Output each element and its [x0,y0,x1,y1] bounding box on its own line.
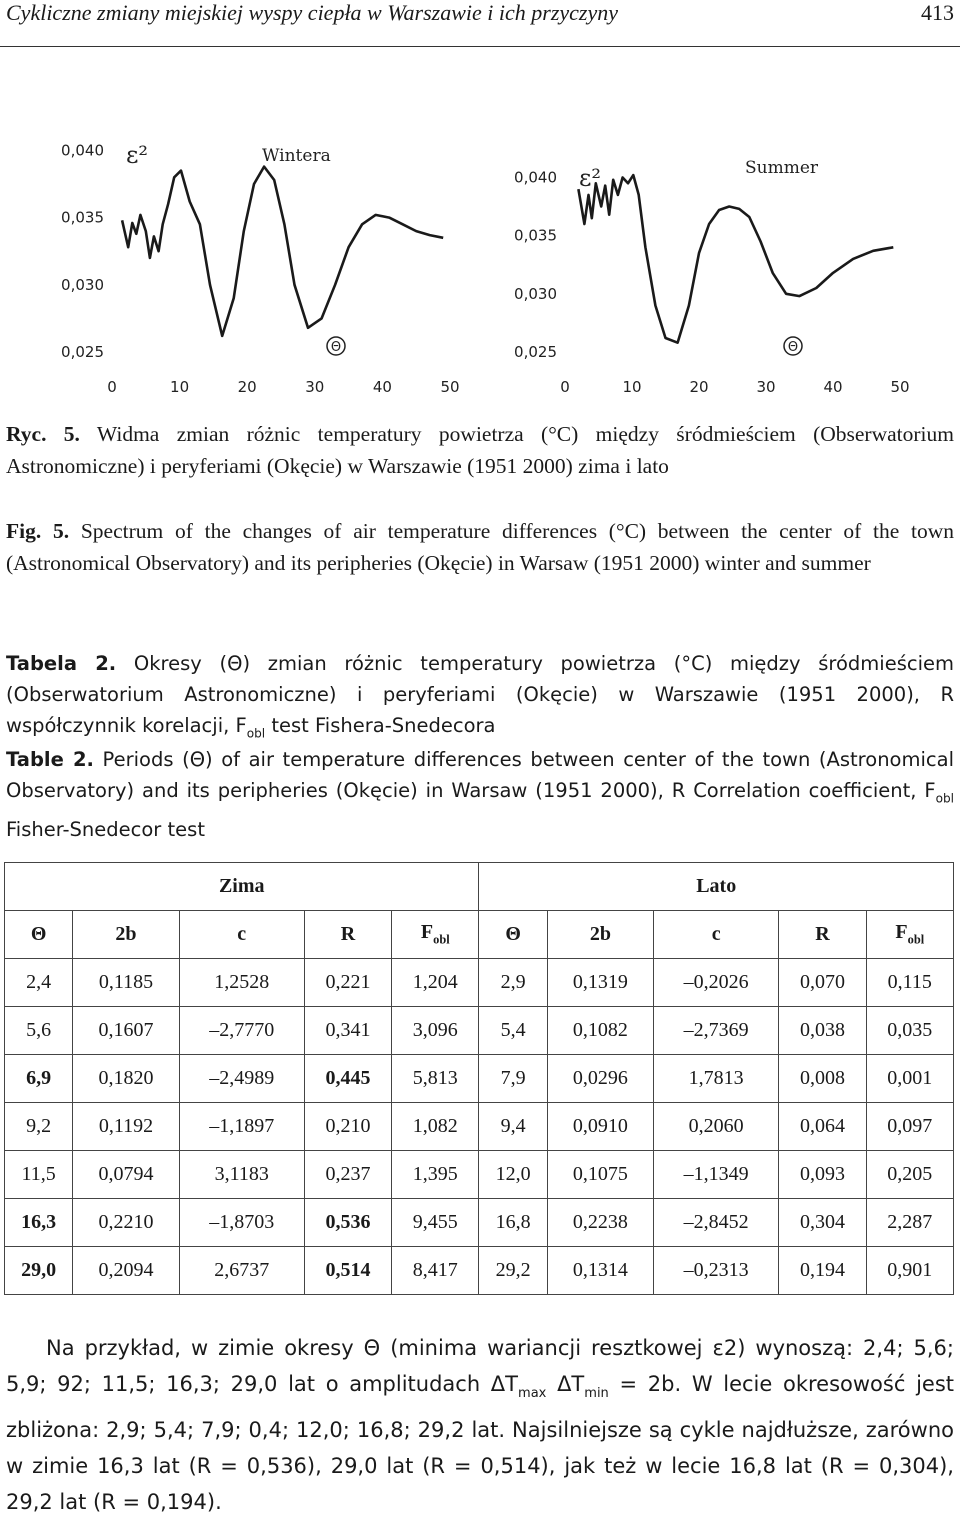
table-row [5,1103,954,1151]
table-cell: –1,1897 [179,1103,304,1151]
x-axis-label: Θ [330,340,342,355]
x-tick-label: 50 [890,378,910,396]
summer-spectrum-chart [495,110,915,400]
table-cell: 0,001 [866,1055,953,1103]
column-header: Θ [5,911,73,959]
table-cell: 2,4 [5,959,73,1007]
table-cell: 12,0 [479,1151,547,1199]
column-header: R [304,911,391,959]
y-tick-label: 0,040 [514,168,557,187]
table-cell: 1,7813 [654,1055,779,1103]
table-cell: 0,514 [304,1247,391,1295]
y-tick-label: 0,035 [61,208,104,227]
table-label-en: Table 2. [6,748,94,771]
table-caption-en [6,744,954,845]
table-cell: –2,8452 [654,1199,779,1247]
table-row [5,959,954,1007]
figure-label-en: Fig. 5. [6,519,70,543]
figure-caption-pl [6,418,954,482]
table-label-pl: Tabela 2. [6,652,117,675]
table-cell: 0,304 [779,1199,866,1247]
group-header-summer: Lato [479,863,954,911]
x-tick-label: 10 [170,378,190,396]
table-cell: 0,038 [779,1007,866,1055]
y-tick-label: 0,025 [514,343,557,361]
table-cell: 7,9 [479,1055,547,1103]
column-header: 2b [547,911,653,959]
table-cell: 0,035 [866,1007,953,1055]
table-row [5,1199,954,1247]
table-cell: 9,2 [5,1103,73,1151]
column-header: R [779,911,866,959]
body-text-1: Na przykład, w zimie okresy Θ (minima wariancji resztkowej ε2) wynoszą: 2,4; 5,6; 5,9; 92; 11,5; 16,3; 29,0 lat o amplitudach ΔT [6,1336,954,1396]
table-cell: –2,4989 [179,1055,304,1103]
table-cell: 0,536 [304,1199,391,1247]
table-cell: –2,7369 [654,1007,779,1055]
table-cell: 2,287 [866,1199,953,1247]
table-cell: 0,1082 [547,1007,653,1055]
table-cell: 8,417 [392,1247,479,1295]
column-header-row [5,911,954,959]
table-row [5,1007,954,1055]
table-cell: 0,115 [866,959,953,1007]
table-cell: 0,194 [779,1247,866,1295]
x-tick-label: 30 [756,378,776,396]
periods-table [4,862,954,1295]
table-text-en-tail: Fisher-Snedecor test [6,818,205,842]
table-text-pl: Okresy (Θ) zmian różnic temperatury powietrza (°C) między śródmieściem (Obserwatorium Astronomiczne) i peryferiami (Okęcie) w Warszawie (1951 2000), R współczynnik korelacji, F [6,652,954,737]
table-cell: 0,210 [304,1103,391,1151]
column-header: Θ [479,911,547,959]
table-cell: –0,2313 [654,1247,779,1295]
x-tick-label: 20 [237,378,257,396]
y-tick-label: 0,025 [61,343,104,361]
y-axis-label: ε² [579,164,602,192]
table-cell: 1,395 [392,1151,479,1199]
table-cell: 0,1075 [547,1151,653,1199]
table-caption-pl [6,648,954,749]
table-cell: 9,455 [392,1199,479,1247]
x-tick-label: 40 [372,378,392,396]
table-cell: 0,0296 [547,1055,653,1103]
table-cell: 0,1314 [547,1247,653,1295]
x-tick-label: 20 [689,378,709,396]
table-row [5,1247,954,1295]
table-cell: 16,8 [479,1199,547,1247]
table-cell: 5,4 [479,1007,547,1055]
table-cell: 1,082 [392,1103,479,1151]
table-cell: 0,1820 [73,1055,179,1103]
table-cell: 0,070 [779,959,866,1007]
table-cell: 0,2094 [73,1247,179,1295]
table-text-en: Periods (Θ) of air temperature differences between center of the town (Astronomical Observatory) and its peripheries (Okęcie) in Warsaw (1951 2000), R Correlation coefficient, F [6,748,954,802]
body-sub-min: min [584,1385,609,1401]
table-text-en-sub: obl [935,791,954,806]
x-tick-label: 50 [440,378,460,396]
table-row [5,1151,954,1199]
table-cell: 0,2060 [654,1103,779,1151]
table-cell: 16,3 [5,1199,73,1247]
table-cell: 0,1319 [547,959,653,1007]
table-cell: 0,445 [304,1055,391,1103]
body-delta: ΔT [557,1372,585,1396]
table-cell: 0,0794 [73,1151,179,1199]
table-cell: 3,096 [392,1007,479,1055]
table-body [5,959,954,1295]
table-cell: 0,237 [304,1151,391,1199]
table-row [5,1055,954,1103]
winter-spectrum-chart [40,110,460,400]
table-cell: 0,064 [779,1103,866,1151]
table-cell: 2,6737 [179,1247,304,1295]
column-header: $F_{obl}$ [392,911,479,959]
table-cell: 0,0910 [547,1103,653,1151]
x-tick-label: 30 [305,378,325,396]
table-cell: 29,2 [479,1247,547,1295]
table-cell: 0,097 [866,1103,953,1151]
table-cell: 0,008 [779,1055,866,1103]
spectrum-line [578,175,893,343]
figure-charts [0,110,960,410]
table-cell: 0,341 [304,1007,391,1055]
table-cell: 0,1185 [73,959,179,1007]
table-cell: 1,2528 [179,959,304,1007]
table-cell: –1,8703 [179,1199,304,1247]
spectrum-line [122,167,443,336]
x-tick-label: 40 [823,378,843,396]
column-header: c [654,911,779,959]
table-cell: 11,5 [5,1151,73,1199]
x-tick-label: 0 [107,378,117,396]
figure-text-en: Spectrum of the changes of air temperature differences (°C) between the center of the town (Astronomical Observatory) and its peripheries (Okęcie) in Warsaw (1951 2000) winter and summer [6,519,955,575]
table-cell: 0,205 [866,1151,953,1199]
table-cell: 6,9 [5,1055,73,1103]
y-tick-label: 0,030 [514,284,557,303]
table-cell: –2,7770 [179,1007,304,1055]
figure-label-pl: Ryc. 5. [6,422,80,446]
x-tick-label: 0 [560,378,570,396]
table-cell: 1,204 [392,959,479,1007]
chart-title: Wintera [262,146,331,166]
column-header: 2b [73,911,179,959]
table-cell: –0,2026 [654,959,779,1007]
column-header: c [179,911,304,959]
table-cell: 0,901 [866,1247,953,1295]
body-text-2: = 2b. W lecie okresowość jest zbliżona: 2,9; 5,4; 7,9; 0,4; 12,0; 16,8; 29,2 lat. Najsilniejsze są cykle najdłuższe, zarówno w zimie 16,3 lat (R = 0,536), 29,0 lat (R = 0,514), jak też w lecie 16,8 lat (R = 0,304), 29,2 lat (R = 0,194). [6,1372,954,1514]
group-header-winter: Zima [5,863,479,911]
y-axis-label: ε² [126,141,149,169]
y-tick-label: 0,030 [61,275,104,294]
table-cell: 5,813 [392,1055,479,1103]
table-cell: 3,1183 [179,1151,304,1199]
figure-caption-en [6,515,954,579]
table-cell: 0,2210 [73,1199,179,1247]
body-sub-max: max [518,1385,547,1401]
body-paragraph [6,1330,954,1520]
running-title: Cykliczne zmiany miejskiej wyspy ciepła w Warszawie i ich przyczyny [6,0,619,25]
x-axis-label: Θ [787,340,799,355]
table-cell: 0,1192 [73,1103,179,1151]
page-header [0,0,960,47]
column-header: $F_{obl}$ [866,911,953,959]
table-cell: 2,9 [479,959,547,1007]
table-text-pl-sub: obl [246,726,266,741]
table-cell: 0,1607 [73,1007,179,1055]
table-cell: 5,6 [5,1007,73,1055]
table-cell: 29,0 [5,1247,73,1295]
figure-text-pl: Widma zmian różnic temperatury powietrza (°C) między śródmieściem (Obserwatorium Astronomiczne) i peryferiami (Okęcie) w Warszawie (1951 2000) zima i lato [6,422,954,478]
table-text-pl-tail: test Fishera-Snedecora [271,714,496,737]
y-tick-label: 0,035 [514,226,557,245]
table-cell: 0,093 [779,1151,866,1199]
page-number: 413 [921,0,954,25]
table-cell: –1,1349 [654,1151,779,1199]
y-tick-label: 0,040 [61,141,104,160]
x-tick-label: 10 [622,378,642,396]
table-cell: 0,221 [304,959,391,1007]
chart-title: Summer [745,158,819,178]
table-cell: 0,2238 [547,1199,653,1247]
table-cell: 9,4 [479,1103,547,1151]
